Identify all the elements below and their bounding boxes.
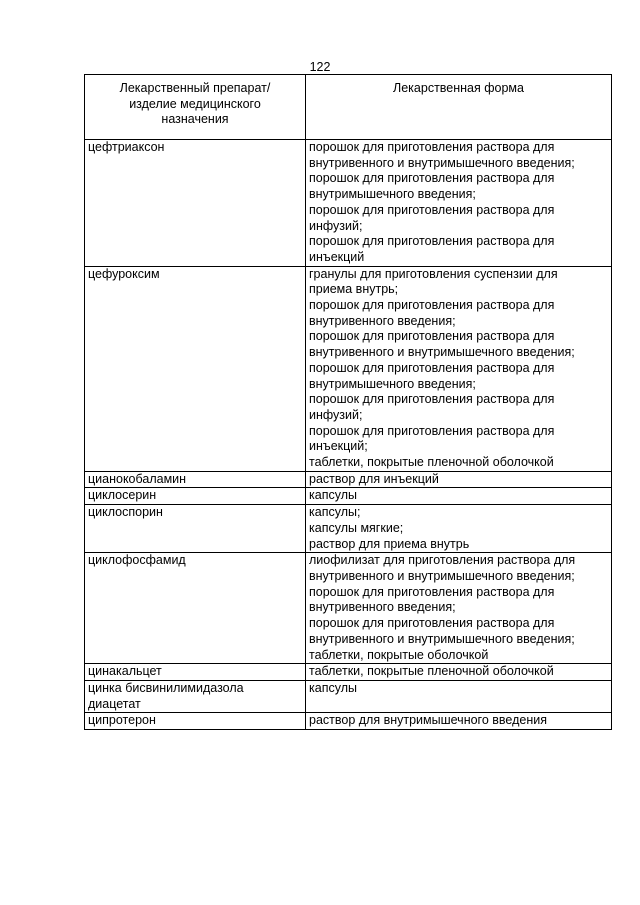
drug-name-cell: цианокобаламин [85, 471, 306, 488]
dosage-form-cell [306, 664, 612, 681]
form-line: порошок для приготовления раствора для [309, 140, 555, 154]
table-header-row [85, 75, 612, 140]
form-line: внутримышечного введения; [309, 376, 476, 391]
form-line: порошок для приготовления раствора для [309, 202, 555, 217]
drug-name-cell [85, 680, 306, 712]
drug-name-cell: циклосерин [85, 488, 306, 505]
header-line: Лекарственный препарат/ [119, 81, 271, 95]
drug-name-line: цинка бисвинилимидазола [88, 680, 244, 695]
form-line: порошок для приготовления раствора для [309, 392, 555, 407]
form-line: порошок для приготовления раствора для [309, 298, 555, 313]
drug-name-cell: цефтриаксон [85, 140, 306, 267]
page-number: 122 [309, 60, 331, 74]
form-line: порошок для приготовления раствора для [309, 360, 555, 375]
form-line: внутривенного введения; [309, 313, 456, 328]
form-line: внутривенного введения; [309, 600, 456, 615]
drug-name-line: диацетат [88, 696, 141, 711]
form-line: раствор для инъекций [309, 471, 439, 486]
header-drug-name [85, 75, 306, 140]
dosage-form-cell [306, 140, 612, 267]
form-line: таблетки, покрытые пленочной оболочкой [309, 664, 554, 679]
dosage-form-cell [306, 471, 612, 488]
form-line: внутривенного и внутримышечного введения; [309, 631, 575, 646]
form-line: порошок для приготовления раствора для [309, 329, 555, 344]
form-line: внутривенного и внутримышечного введения; [309, 155, 575, 170]
drug-name-cell: циклоспорин [85, 505, 306, 553]
header-dosage-form: Лекарственная форма [306, 75, 612, 140]
dosage-form-cell [306, 488, 612, 505]
dosage-form-cell [306, 266, 612, 471]
form-line: раствор для приема внутрь [309, 536, 470, 551]
form-line: внутримышечного введения; [309, 187, 476, 202]
table-row [85, 713, 612, 730]
form-line: капсулы мягкие; [309, 520, 404, 535]
form-line: инъекций [309, 249, 365, 264]
dosage-form-cell [306, 713, 612, 730]
form-line: таблетки, покрытые пленочной оболочкой [309, 455, 554, 470]
drug-name-cell: цинакальцет [85, 664, 306, 681]
table-row [85, 471, 612, 488]
form-line: капсулы [309, 680, 357, 695]
form-line: инфузий; [309, 218, 363, 233]
table-row [85, 553, 612, 664]
dosage-form-cell [306, 505, 612, 553]
form-line: гранулы для приготовления суспензии для [309, 266, 558, 281]
dosage-form-cell [306, 553, 612, 664]
form-line: порошок для приготовления раствора для [309, 616, 555, 631]
form-line: порошок для приготовления раствора для [309, 423, 555, 438]
form-line: порошок для приготовления раствора для [309, 171, 555, 186]
table-row [85, 505, 612, 553]
table-row [85, 140, 612, 267]
form-line: порошок для приготовления раствора для [309, 584, 555, 599]
table-row [85, 680, 612, 712]
form-line: инъекций; [309, 439, 368, 454]
table-row [85, 266, 612, 471]
drug-name-cell: ципротерон [85, 713, 306, 730]
form-line: лиофилизат для приготовления раствора для [309, 553, 576, 568]
header-line: назначения [161, 112, 229, 127]
table-row [85, 488, 612, 505]
form-line: капсулы; [309, 505, 361, 520]
drug-form-table [84, 74, 612, 730]
form-line: внутривенного и внутримышечного введения; [309, 568, 575, 583]
form-line: инфузий; [309, 407, 363, 422]
form-line: внутривенного и внутримышечного введения; [309, 345, 575, 360]
dosage-form-cell [306, 680, 612, 712]
form-line: раствор для внутримышечного введения [309, 713, 547, 728]
form-line: таблетки, покрытые оболочкой [309, 647, 489, 662]
drug-name-cell: цефуроксим [85, 266, 306, 471]
header-line: изделие медицинского [129, 96, 261, 111]
form-line: приема внутрь; [309, 282, 399, 297]
table-row [85, 664, 612, 681]
drug-name-cell: циклофосфамид [85, 553, 306, 664]
form-line: порошок для приготовления раствора для [309, 234, 555, 249]
form-line: капсулы [309, 488, 357, 503]
